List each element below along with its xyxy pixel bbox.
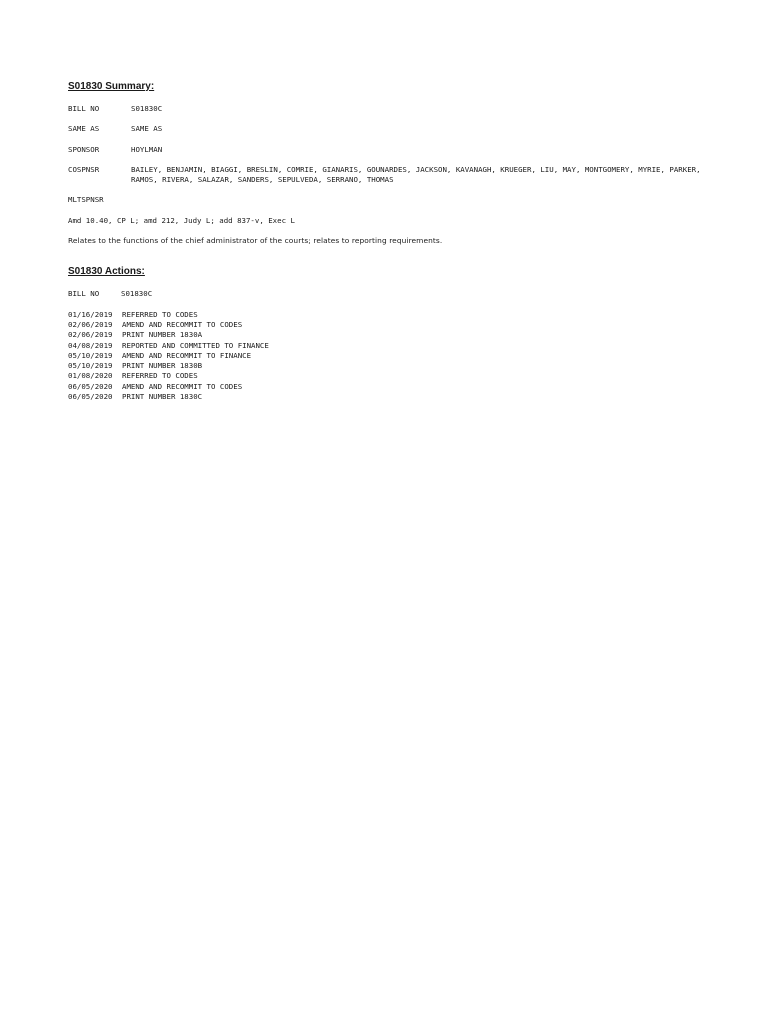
action-text: PRINT NUMBER 1830A [122, 330, 203, 340]
action-entry [68, 361, 728, 371]
action-entry [68, 320, 728, 330]
field-value: SAME AS [131, 124, 163, 134]
action-date: 02/06/2019 [68, 330, 113, 340]
action-list [68, 310, 728, 403]
action-date: 01/08/2020 [68, 371, 113, 381]
action-date: 02/06/2019 [68, 319, 113, 329]
field-label: BILL NO [68, 289, 100, 299]
action-date: 01/16/2019 [68, 309, 113, 319]
action-text: REFERRED TO CODES [122, 371, 198, 381]
field-value: S01830C [121, 289, 153, 299]
action-date: 06/05/2020 [68, 392, 113, 402]
field-value: HOYLMAN [131, 144, 163, 154]
field-label: SPONSOR [68, 144, 100, 154]
action-date: 06/05/2020 [68, 381, 113, 391]
field-sponsor [68, 145, 728, 155]
field-cosponsors [68, 165, 728, 186]
field-label: BILL NO [68, 104, 100, 113]
action-text: PRINT NUMBER 1830B [122, 361, 203, 371]
action-entry [68, 330, 728, 340]
action-entry [68, 371, 728, 381]
section-spacer [68, 256, 728, 265]
bill-document [68, 80, 728, 402]
action-date: 05/10/2019 [68, 361, 113, 371]
action-text: AMEND AND RECOMMIT TO FINANCE [122, 350, 252, 360]
actions-heading: S01830 Actions: [68, 266, 145, 278]
multi-sponsor-label: MLTSPNSR [68, 195, 104, 205]
summary-heading: S01830 Summary: [68, 81, 155, 92]
action-text: REPORTED AND COMMITTED TO FINANCE [122, 340, 269, 350]
action-entry [68, 351, 728, 361]
action-text: AMEND AND RECOMMIT TO CODES [122, 381, 243, 391]
action-entry [68, 310, 728, 320]
action-date: 04/08/2019 [68, 340, 113, 350]
action-entry [68, 341, 728, 351]
field-label: SAME AS [68, 124, 100, 134]
field-label: COSPNSR [68, 164, 100, 174]
action-entry [68, 392, 728, 402]
action-entry [68, 382, 728, 392]
field-value: S01830C [131, 104, 163, 113]
action-text: REFERRED TO CODES [122, 309, 198, 319]
action-text: PRINT NUMBER 1830C [122, 392, 203, 402]
field-same-as [68, 124, 728, 134]
action-date: 05/10/2019 [68, 350, 113, 360]
law-section: Amd 10.40, CP L; amd 212, Judy L; add 837-v, Exec L [68, 215, 295, 225]
actions-bill-no [68, 289, 728, 299]
field-bill-no [68, 104, 728, 114]
bill-description: Relates to the functions of the chief administrator of the courts; relates to reporting requirements. [68, 236, 443, 246]
action-text: AMEND AND RECOMMIT TO CODES [122, 319, 243, 329]
field-value: BAILEY, BENJAMIN, BIAGGI, BRESLIN, COMRIE, GIANARIS, GOUNARDES, JACKSON, KAVANAGH, KRUEGER, LIU, MAY, MONTGOMERY, MYRIE, PARKER, RAMOS, RIVERA, SALAZAR, SANDERS, SEPULVEDA, SERRANO, THOMAS [131, 164, 701, 185]
